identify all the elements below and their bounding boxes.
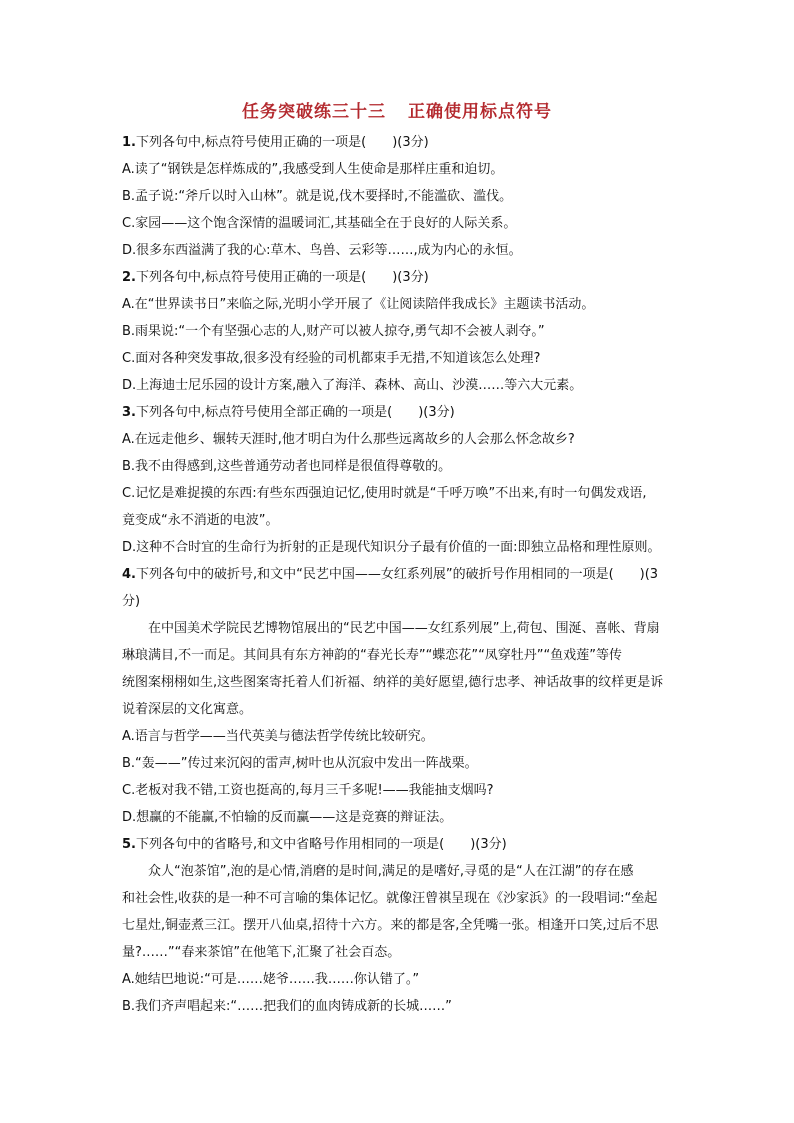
question-3-option-b: B.我不由得感到,这些普通劳动者也同样是很值得尊敬的。	[122, 459, 452, 474]
question-4-stem-line-2: 分)	[122, 594, 141, 609]
question-1-stem	[122, 134, 682, 151]
question-4-option-c: C.老板对我不错,工资也挺高的,每月三千多呢!——我能抽支烟吗?	[122, 783, 494, 798]
question-2-stem	[122, 269, 682, 286]
question-number: 4.	[122, 567, 136, 582]
question-5-passage-line-2: 和社会性,收获的是一种不可言喻的集体记忆。就像汪曾祺呈现在《沙家浜》的一段唱词:“垒起	[122, 891, 658, 906]
question-number: 5.	[122, 837, 136, 852]
question-text: 下列各句中,标点符号使用全部正确的一项是( )(3分)	[135, 405, 455, 420]
question-text: 下列各句中的破折号,和文中“民艺中国——女红系列展”的破折号作用相同的一项是( )(3	[135, 567, 659, 582]
question-number: 2.	[122, 270, 136, 285]
question-4-passage-line-2: 琳琅满目,不一而足。其间具有东方神韵的“春光长寿”“蝶恋花”“凤穿牡丹”“鱼戏莲”等传	[122, 648, 623, 663]
question-1-option-b: B.孟子说:“斧斤以时入山林”。就是说,伐木要择时,不能滥砍、滥伐。	[122, 189, 513, 204]
question-4-passage-line-3: 统图案栩栩如生,这些图案寄托着人们祈福、纳祥的美好愿望,德行忠孝、神话故事的纹样更是诉	[122, 675, 664, 690]
question-5-passage-line-4: 量?……”“春来茶馆”在他笔下,汇聚了社会百态。	[122, 945, 401, 960]
title-topic: 正确使用标点符号	[408, 102, 552, 122]
question-5-passage-line-1: 众人“泡茶馆”,泡的是心情,消磨的是时间,满足的是嗜好,寻觅的是“人在江湖”的存在感	[148, 864, 634, 879]
question-4-passage-line-1: 在中国美术学院民艺博物馆展出的“民艺中国——女红系列展”上,荷包、围涎、喜帐、背扇	[148, 621, 660, 636]
question-text: 下列各句中,标点符号使用正确的一项是( )(3分)	[135, 135, 429, 150]
page-title	[0, 97, 794, 122]
question-3-option-d: D.这种不合时宜的生命行为折射的正是现代知识分子最有价值的一面:即独立品格和理性原则。	[122, 540, 661, 555]
question-4-option-a: A.语言与哲学——当代英美与德法哲学传统比较研究。	[122, 729, 434, 744]
question-5-stem	[122, 836, 682, 853]
title-main: 任务突破练三十三	[242, 102, 386, 122]
question-5-option-b: B.我们齐声唱起来:“……把我们的血肉铸成新的长城……”	[122, 999, 452, 1014]
question-text: 下列各句中,标点符号使用正确的一项是( )(3分)	[135, 270, 429, 285]
question-4-option-b: B.“轰——”传过来沉闷的雷声,树叶也从沉寂中发出一阵战栗。	[122, 756, 478, 771]
question-2-option-a: A.在“世界读书日”来临之际,光明小学开展了《让阅读陪伴我成长》主题读书活动。	[122, 297, 595, 312]
question-2-option-b: B.雨果说:“一个有坚强心志的人,财产可以被人掠夺,勇气却不会被人剥夺。”	[122, 324, 545, 339]
question-5-option-a: A.她结巴地说:“可是……姥爷……我……你认错了。”	[122, 972, 420, 987]
question-text: 下列各句中的省略号,和文中省略号作用相同的一项是( )(3分)	[135, 837, 507, 852]
question-2-option-d: D.上海迪士尼乐园的设计方案,融入了海洋、森林、高山、沙漠……等六大元素。	[122, 378, 583, 393]
question-1-option-c: C.家园——这个饱含深情的温暖词汇,其基础全在于良好的人际关系。	[122, 216, 517, 231]
question-4-stem-line-1	[122, 566, 682, 583]
question-3-option-c-line-2: 竟变成“永不消逝的电波”。	[122, 513, 279, 528]
question-1-option-a: A.读了“钢铁是怎样炼成的”,我感受到人生使命是那样庄重和迫切。	[122, 162, 504, 177]
question-2-option-c: C.面对各种突发事故,很多没有经验的司机都束手无措,不知道该怎么处理?	[122, 351, 541, 366]
question-number: 1.	[122, 135, 136, 150]
question-4-option-d: D.想赢的不能赢,不怕输的反而赢——这是竞赛的辩证法。	[122, 810, 453, 825]
question-4-passage-line-4: 说着深层的文化寓意。	[122, 702, 253, 717]
question-3-option-c-line-1: C.记忆是难捉摸的东西:有些东西强迫记忆,使用时就是“千呼万唤”不出来,有时一句偶发戏语,	[122, 486, 647, 501]
question-1-option-d: D.很多东西溢满了我的心:草木、鸟兽、云彩等……,成为内心的永恒。	[122, 243, 522, 258]
question-number: 3.	[122, 405, 136, 420]
question-5-passage-line-3: 七星灶,铜壶煮三江。摆开八仙桌,招待十六方。来的都是客,全凭嘴一张。相逢开口笑,过后不思	[122, 918, 659, 933]
question-3-stem	[122, 404, 682, 421]
question-3-option-a: A.在远走他乡、辗转天涯时,他才明白为什么那些远离故乡的人会那么怀念故乡?	[122, 432, 575, 447]
